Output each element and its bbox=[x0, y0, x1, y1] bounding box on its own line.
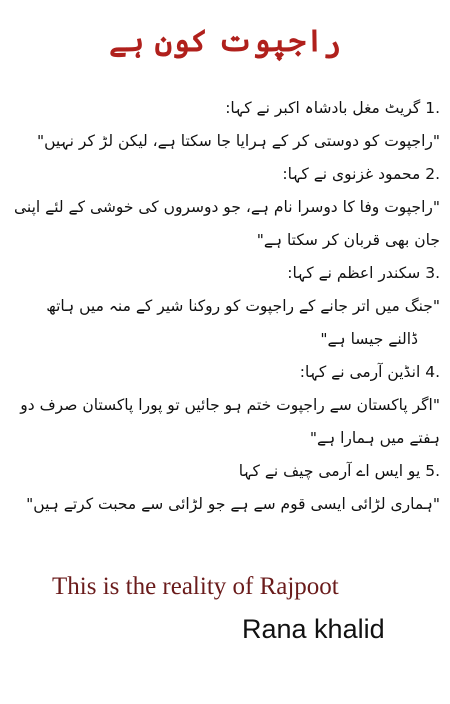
section-number: 4. bbox=[425, 363, 440, 381]
section-heading bbox=[8, 257, 440, 290]
section-number: 3. bbox=[425, 264, 440, 282]
section-heading-text: انڈین آرمی نے کہا: bbox=[299, 363, 421, 381]
quote-line: "راجپوت کو دوستی کر کے ہرایا جا سکتا ہے، لیکن لڑ کر نہیں" bbox=[36, 132, 440, 150]
section-heading bbox=[8, 356, 440, 389]
section-number: 2. bbox=[425, 165, 440, 183]
quote-line: جان بھی قربان کر سکتا ہے" bbox=[256, 231, 440, 249]
section-heading bbox=[8, 92, 440, 125]
quotes-list bbox=[8, 92, 440, 521]
quote-line: "ہماری لڑائی ایسی قوم سے ہے جو لڑائی سے محبت کرتے ہیں" bbox=[26, 495, 440, 513]
quote-line: "جنگ میں اتر جانے کے راجپوت کو روکنا شیر کے منہ میں ہاتھ bbox=[46, 297, 440, 315]
section-heading-text: سکندر اعظم نے کہا: bbox=[287, 264, 421, 282]
page-title: راجپوت کون ہے bbox=[109, 24, 341, 59]
section-heading bbox=[8, 158, 440, 191]
author-name: Rana khalid bbox=[242, 614, 385, 644]
section-heading-text: گریٹ مغل بادشاہ اکبر نے کہا: bbox=[225, 99, 421, 117]
section-heading-text: محمود غزنوی نے کہا: bbox=[282, 165, 421, 183]
section-number: 5. bbox=[425, 462, 440, 480]
section-number: 1. bbox=[425, 99, 440, 117]
quote-line: "راجپوت وفا کا دوسرا نام ہے، جو دوسروں کی خوشی کے لئے اپنی bbox=[14, 198, 440, 216]
quote-line: "اگر پاکستان سے راجپوت ختم ہو جائیں تو پورا پاکستان صرف دو bbox=[20, 396, 440, 414]
quote-line: ڈالنے جیسا ہے" bbox=[320, 330, 418, 348]
section-heading-text: یو ایس اے آرمی چیف نے کہا bbox=[238, 462, 421, 480]
quote-line: ہفتے میں ہمارا ہے" bbox=[309, 429, 440, 447]
footer-caption: This is the reality of Rajpoot bbox=[52, 573, 339, 600]
section-heading bbox=[8, 455, 440, 488]
